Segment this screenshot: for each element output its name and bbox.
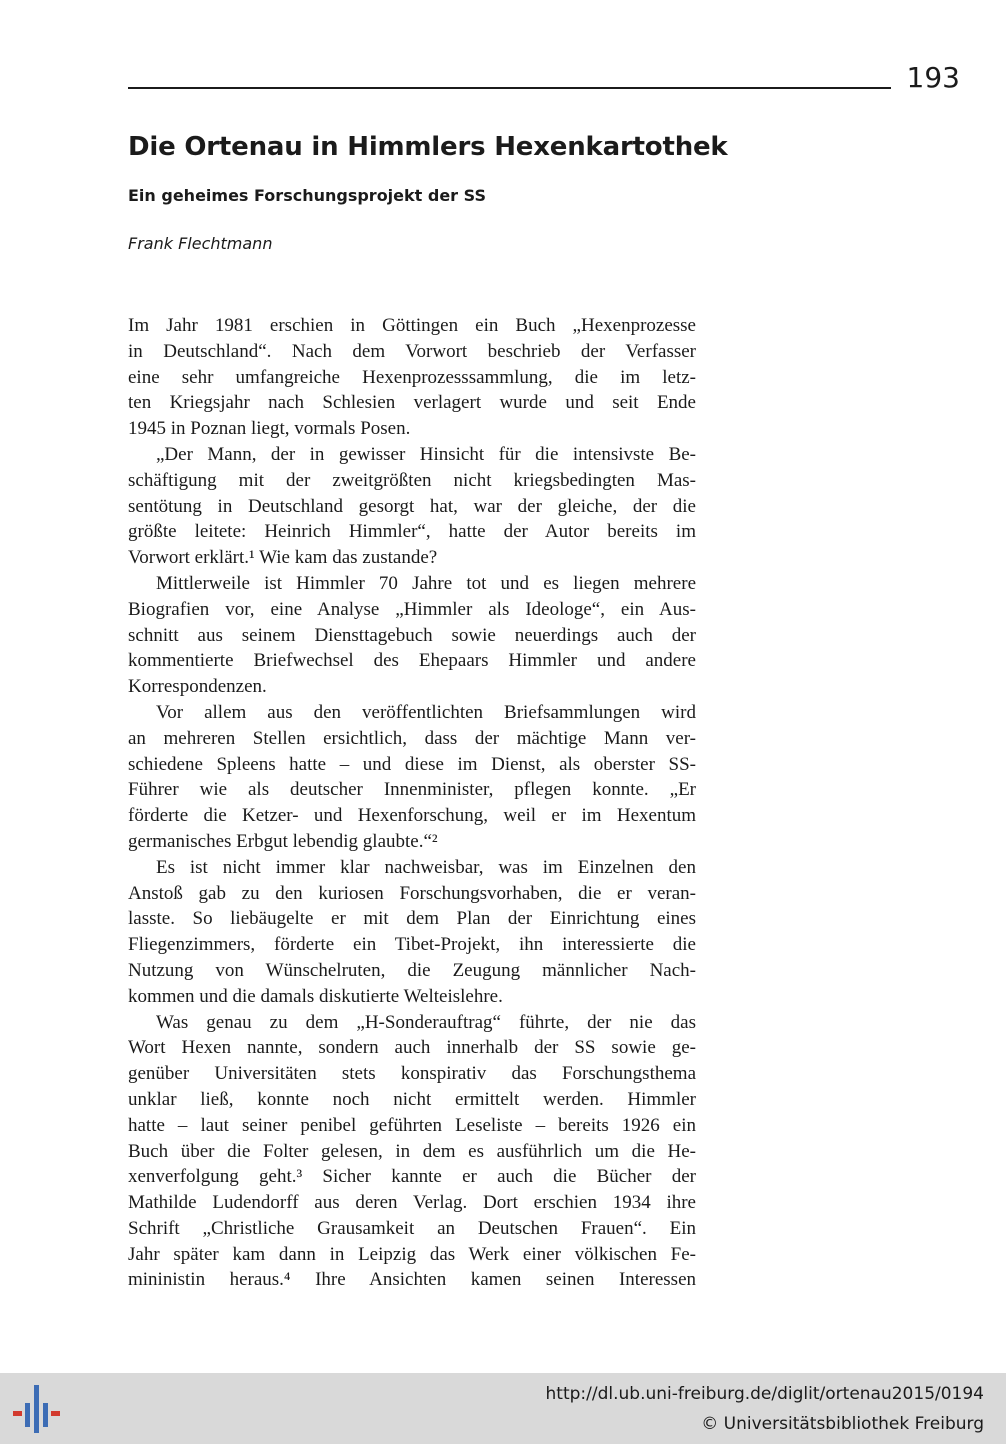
body-line: Mittlerweile ist Himmler 70 Jahre tot und es liegen mehrere (156, 572, 696, 594)
body-line: Biografien vor, eine Analyse „Himmler als Ideologe“, ein Aus- (128, 598, 696, 620)
article-subtitle: Ein geheimes Forschungsprojekt der SS (128, 186, 486, 205)
body-line: eine sehr umfangreiche Hexenprozesssammlung, die im letz- (128, 366, 696, 388)
body-line: größte leitete: Heinrich Himmler“, hatte der Autor bereits im (128, 521, 696, 543)
body-line: schiedene Spleens hatte – und diese im Dienst, als oberster SS- (128, 753, 696, 775)
body-line: in Deutschland“. Nach dem Vorwort beschrieb der Verfasser (128, 340, 696, 362)
body-line: lasste. So liebäugelte er mit dem Plan der Einrichtung eines (128, 908, 696, 930)
body-line: förderte die Ketzer- und Hexenforschung, weil er im Hexentum (128, 805, 696, 827)
body-line: schäftigung mit der zweitgrößten nicht kriegsbedingten Mas- (128, 469, 696, 491)
body-line: Buch über die Folter gelesen, in dem es ausführlich um die He- (128, 1140, 696, 1162)
body-line: Mathilde Ludendorff aus deren Verlag. Dort erschien 1934 ihre (128, 1192, 696, 1214)
body-line: Vorwort erklärt.¹ Wie kam das zustande? (128, 547, 438, 569)
body-line: Es ist nicht immer klar nachweisbar, was im Einzelnen den (156, 856, 696, 878)
footer-copyright: © Universitätsbibliothek Freiburg (701, 1414, 984, 1434)
body-line: schnitt aus seinem Diensttagebuch sowie neuerdings auch der (128, 624, 696, 646)
body-line: sentötung in Deutschland gesorgt hat, war der gleiche, der die (128, 495, 696, 517)
body-line: genüber Universitäten stets konspirativ das Forschungsthema (128, 1063, 696, 1085)
ub-freiburg-logo-icon (10, 1381, 66, 1437)
body-line: germanisches Erbgut lebendig glaubte.“² (128, 830, 438, 852)
body-line: „Der Mann, der in gewisser Hinsicht für die intensivste Be- (156, 443, 696, 465)
article-author: Frank Flechtmann (128, 234, 273, 253)
body-line: Jahr später kam dann in Leipzig das Werk einer völkischen Fe- (128, 1243, 696, 1265)
body-line: xenverfolgung geht.³ Sicher kannte er auch die Bücher der (128, 1166, 696, 1188)
body-line: ten Kriegsjahr nach Schlesien verlagert wurde und seit Ende (128, 392, 696, 414)
footer-bar (0, 1373, 1006, 1444)
article-title: Die Ortenau in Himmlers Hexenkartothek (128, 132, 728, 162)
body-line: Vor allem aus den veröffentlichten Briefsammlungen wird (156, 701, 696, 723)
body-line: Was genau zu dem „H-Sonderauftrag“ führte, der nie das (156, 1011, 696, 1033)
body-line: Korrespondenzen. (128, 676, 267, 698)
body-line: an mehreren Stellen ersichtlich, dass der mächtige Mann ver- (128, 727, 696, 749)
header-rule (128, 87, 891, 89)
body-line: kommentierte Briefwechsel des Ehepaars Himmler und andere (128, 650, 696, 672)
page-number: 193 (906, 61, 960, 94)
body-line: unklar ließ, konnte noch nicht ermittelt werden. Himmler (128, 1088, 696, 1110)
footer-url-link[interactable]: http://dl.ub.uni-freiburg.de/diglit/ortenau2015/0194 (545, 1384, 984, 1404)
body-text (128, 313, 696, 1293)
body-line: kommen und die damals diskutierte Welteislehre. (128, 985, 503, 1007)
body-line: mininistin heraus.⁴ Ihre Ansichten kamen seinen Interessen (128, 1269, 696, 1291)
body-line: hatte – laut seiner penibel geführten Leseliste – bereits 1926 ein (128, 1114, 696, 1136)
body-line: Im Jahr 1981 erschien in Göttingen ein Buch „Hexenprozesse (128, 315, 696, 336)
body-line: Schrift „Christliche Grausamkeit an Deutschen Frauen“. Ein (128, 1217, 696, 1239)
body-line: Führer wie als deutscher Innenminister, pflegen konnte. „Er (128, 779, 696, 801)
body-line: Anstoß gab zu den kuriosen Forschungsvorhaben, die er veran- (128, 882, 696, 904)
body-line: Fliegenzimmers, förderte ein Tibet-Projekt, ihn interessierte die (128, 934, 696, 956)
body-line: 1945 in Poznan liegt, vormals Posen. (128, 418, 411, 440)
body-line: Nutzung von Wünschelruten, die Zeugung männlicher Nach- (128, 959, 696, 981)
body-line: Wort Hexen nannte, sondern auch innerhalb der SS sowie ge- (128, 1037, 696, 1059)
